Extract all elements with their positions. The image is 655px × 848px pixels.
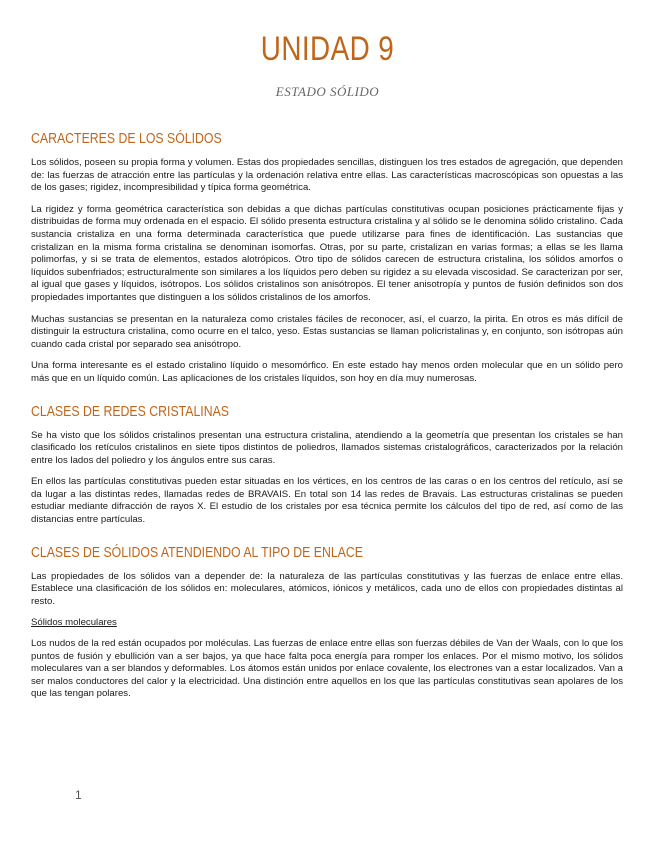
section-heading-redes: CLASES DE REDES CRISTALINAS [31, 402, 230, 420]
document-body [31, 130, 623, 710]
paragraph: Las propiedades de los sólidos van a depender de: la naturaleza de las partículas constitutivas y las fuerzas de enlace entre ellas. Establece una clasificación de los sólidos en: moleculares, atómicos, iónicos y metálicos, cada uno de ellos con propiedades distintas al resto. [31, 570, 623, 607]
section-heading-caracteres: CARACTERES DE LOS SÓLIDOS [31, 130, 222, 147]
paragraph: En ellos las partículas constitutivas pueden estar situadas en los vértices, en los centros de las caras o en los centros del retículo, así se da lugar a las distintas redes, llamadas redes de BRAVAIS. En total son 14 las redes de Bravais. Las estructuras cristalinas se pueden estudiar mediante difracción de rayos X. El estudio de los cristales por esa técnica permite los cálculos del tipo de red, así como de las distancias entre partículas. [31, 476, 623, 526]
paragraph: Se ha visto que los sólidos cristalinos presentan una estructura cristalina, atendiendo a la geometría que presentan los cristales se han clasificado los retículos cristalinos en siete tipos distintos de poliedros, llamados sistemas cristalográficos, caracterizados por la relación entre los lados del poliedro y los ángulos entre sus caras. [31, 429, 623, 466]
section-heading-enlace: CLASES DE SÓLIDOS ATENDIENDO AL TIPO DE ENLACE [31, 543, 363, 561]
paragraph: Los sólidos, poseen su propia forma y volumen. Estas dos propiedades sencillas, distinguen los tres estados de agregación, que dependen de: las fuerzas de atracción entre las partículas y la ordenación relativa entre ellas. Las características macroscópicas son opuestas a las de los gases; rigidez, incompresibilidad y típica forma geométrica. [31, 157, 623, 194]
page-title: UNIDAD 9 [260, 30, 395, 68]
subheading-solidos-moleculares: Sólidos moleculares [31, 617, 117, 629]
page-subtitle: ESTADO SÓLIDO [275, 84, 380, 99]
page-number: 1 [75, 788, 82, 802]
paragraph: Muchas sustancias se presentan en la naturaleza como cristales fáciles de reconocer, así, el cuarzo, la pirita. En otros es más difícil de distinguir la estructura cristalina, como ocurre en el talco, yeso. Estas sustancias se llaman policristalinas y, en conjunto, son isótropas aún cuando cada cristal por separado sea anisótropo. [31, 313, 623, 350]
paragraph: La rigidez y forma geométrica característica son debidas a que dichas partículas constitutivas ocupan posiciones prácticamente fijas y distribuidas de forma muy ordenada en el espacio. El sólido presenta estructura cristalina y al sólido se le denomina sólido cristalino. Cada sustancia cristaliza en una forma determinada característica que puede utilizarse para fines de identificación. Las sustancias que cristalizan en la misma forma cristalina se denominan isomorfas. Otras, por su parte, cristalizan en varias formas; a ellas se les llama polimorfas, y si se trata de elementos, estados alotrópicos. Otro tipo de sólidos carecen de estructura cristalina, los sólidos amorfos o líquidos subenfriados; estructuralmente son similares a los líquidos pero deben su rigidez a su elevada viscosidad. Se caracterizan por ser, al igual que gases y líquidos, isótropos. Los sólidos cristalinos son anisótropos. El tener anisotropía y puntos de fusión definidos son dos propiedades importantes que distinguen a los sólidos cristalinos de los amorfos. [31, 203, 623, 303]
paragraph: Una forma interesante es el estado cristalino líquido o mesomórfico. En este estado hay menos orden molecular que en un sólido pero más que en un líquido común. Las aplicaciones de los cristales líquidos, son hoy en día muy numerosas. [31, 360, 623, 384]
paragraph: Los nudos de la red están ocupados por moléculas. Las fuerzas de enlace entre ellas son fuerzas débiles de Van der Waals, con lo que los puntos de fusión y ebullición van a ser bajos, ya que hace falta poca energía para romper los enlaces. Por el mismo motivo, los sólidos moleculares van a ser blandos y deformables. Los átomos están unidos por enlace covalente, los electrones van a estar localizados. Van a ser malos conductores del calor y la electricidad. Una distinción entre aquellos en los que las partículas constitutivas sean apolares de los que las tengan polares. [31, 638, 623, 700]
